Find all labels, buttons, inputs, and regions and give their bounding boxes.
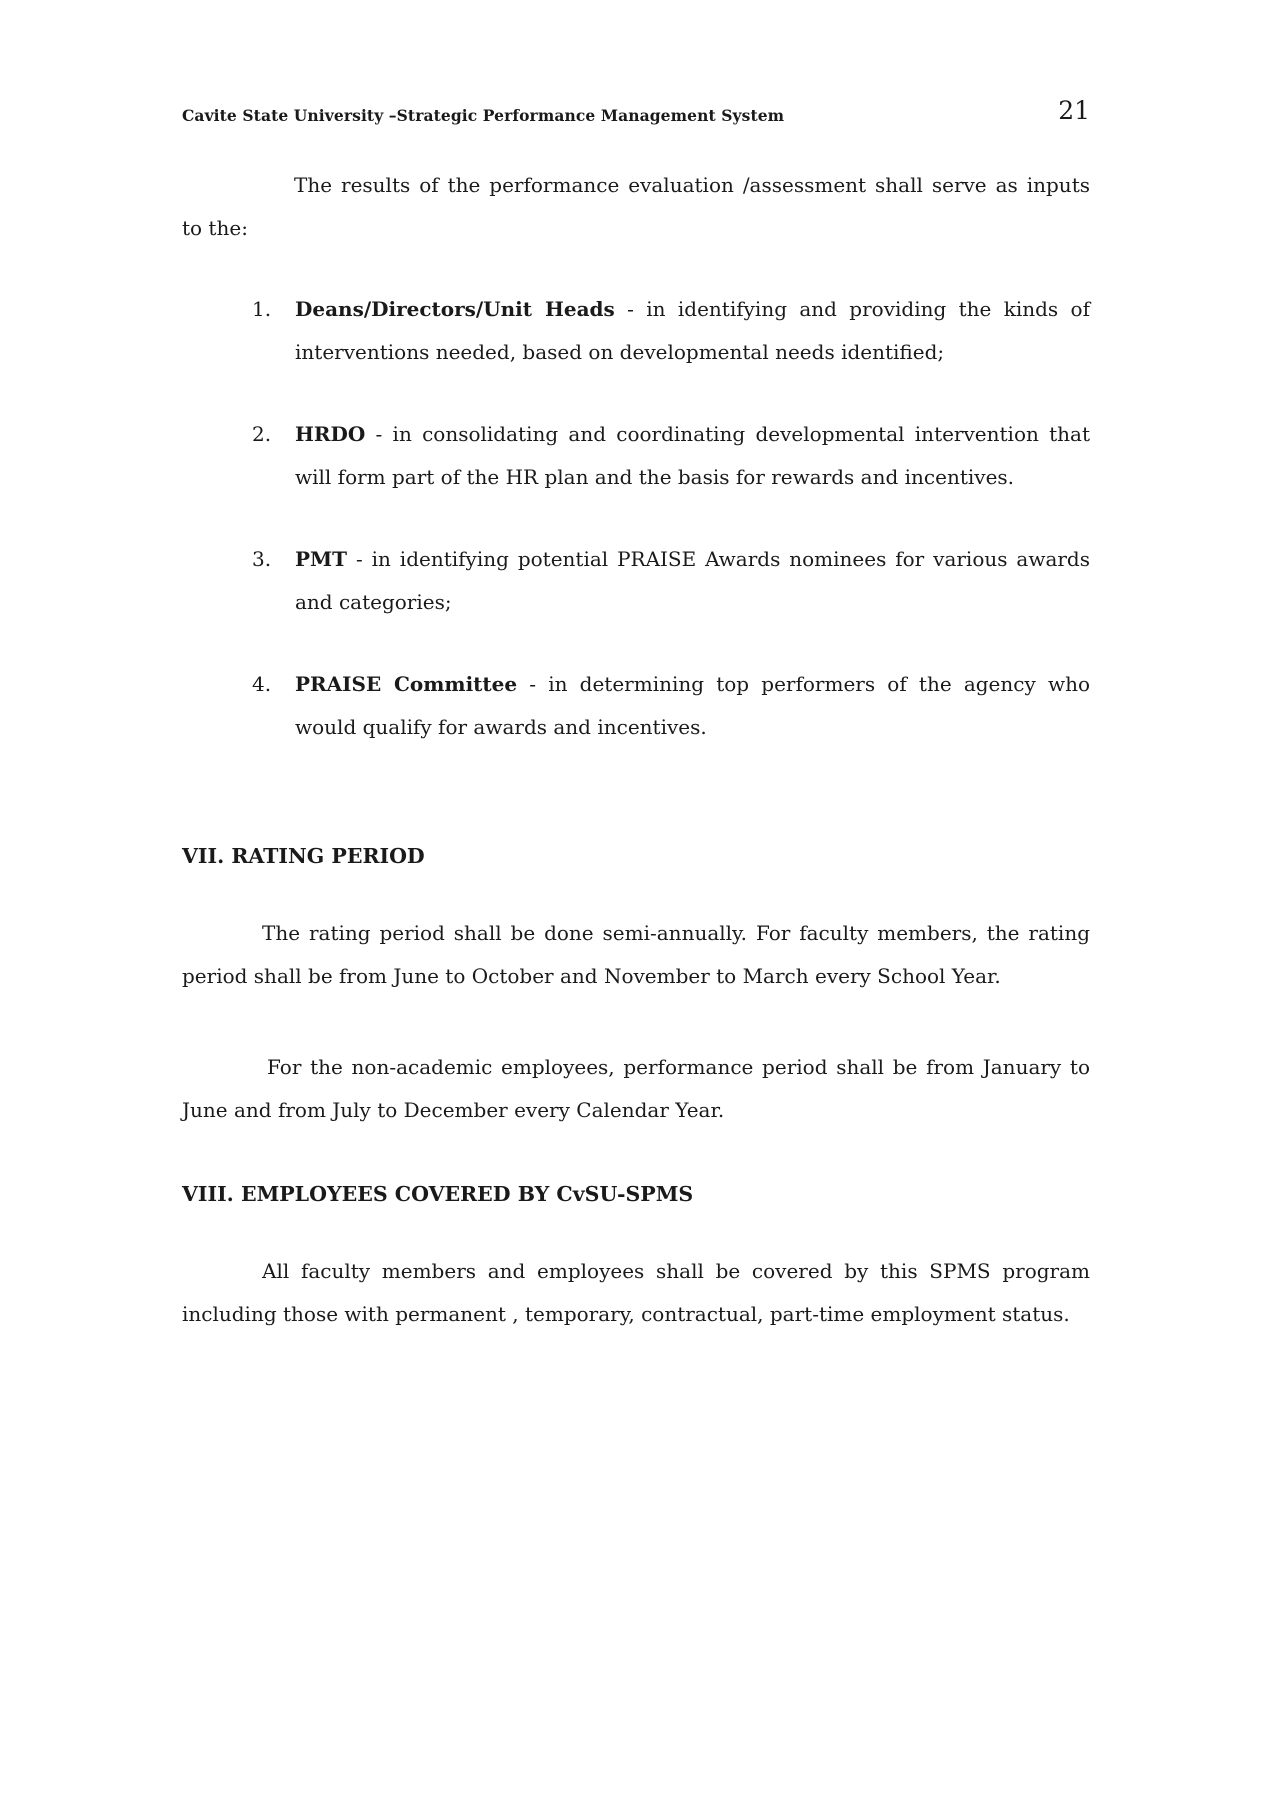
list-item-term: PMT <box>295 547 348 571</box>
section-heading-employees-covered: VIII. EMPLOYEES COVERED BY CvSU-SPMS <box>182 1182 694 1206</box>
list-item <box>252 288 1090 374</box>
page-header <box>182 96 1090 132</box>
list-item-text: - in identifying and providing the kinds of interventions needed, based on developmental needs identified; <box>295 297 1090 364</box>
running-header-title: Cavite State University –Strategic Performance Management System <box>182 106 785 125</box>
list-item <box>252 413 1090 499</box>
list-item-text: - in determining top performers of the agency who would qualify for awards and incentives. <box>295 672 1090 739</box>
intro-paragraph: The results of the performance evaluation /assessment shall serve as inputs to the: <box>182 173 1090 240</box>
list-item <box>252 538 1090 624</box>
list-item-number: 4. <box>252 672 272 696</box>
list-item-term: HRDO <box>295 422 366 446</box>
list-item-text: - in identifying potential PRAISE Awards nominees for various awards and categories; <box>295 547 1090 614</box>
employees-covered-paragraph: All faculty members and employees shall be covered by this SPMS program including those with permanent , temporary, contractual, part-time employment status. <box>182 1259 1090 1326</box>
rating-period-paragraph: For the non-academic employees, performance period shall be from January to June and from July to December every Calendar Year. <box>182 1055 1090 1122</box>
list-item <box>252 663 1090 749</box>
list-item-number: 2. <box>252 422 272 446</box>
list-item-text: - in consolidating and coordinating developmental intervention that will form part of the HR plan and the basis for rewards and incentives. <box>295 422 1090 489</box>
list-item-number: 3. <box>252 547 272 571</box>
section-heading-rating-period: VII. RATING PERIOD <box>182 844 425 868</box>
list-item-term: PRAISE Committee <box>295 672 518 696</box>
rating-period-paragraph: The rating period shall be done semi-annually. For faculty members, the rating period shall be from June to October and November to March every School Year. <box>182 921 1090 988</box>
list-item-number: 1. <box>252 297 272 321</box>
page-number: 21 <box>1058 96 1090 125</box>
list-item-term: Deans/Directors/Unit Heads <box>295 297 615 321</box>
